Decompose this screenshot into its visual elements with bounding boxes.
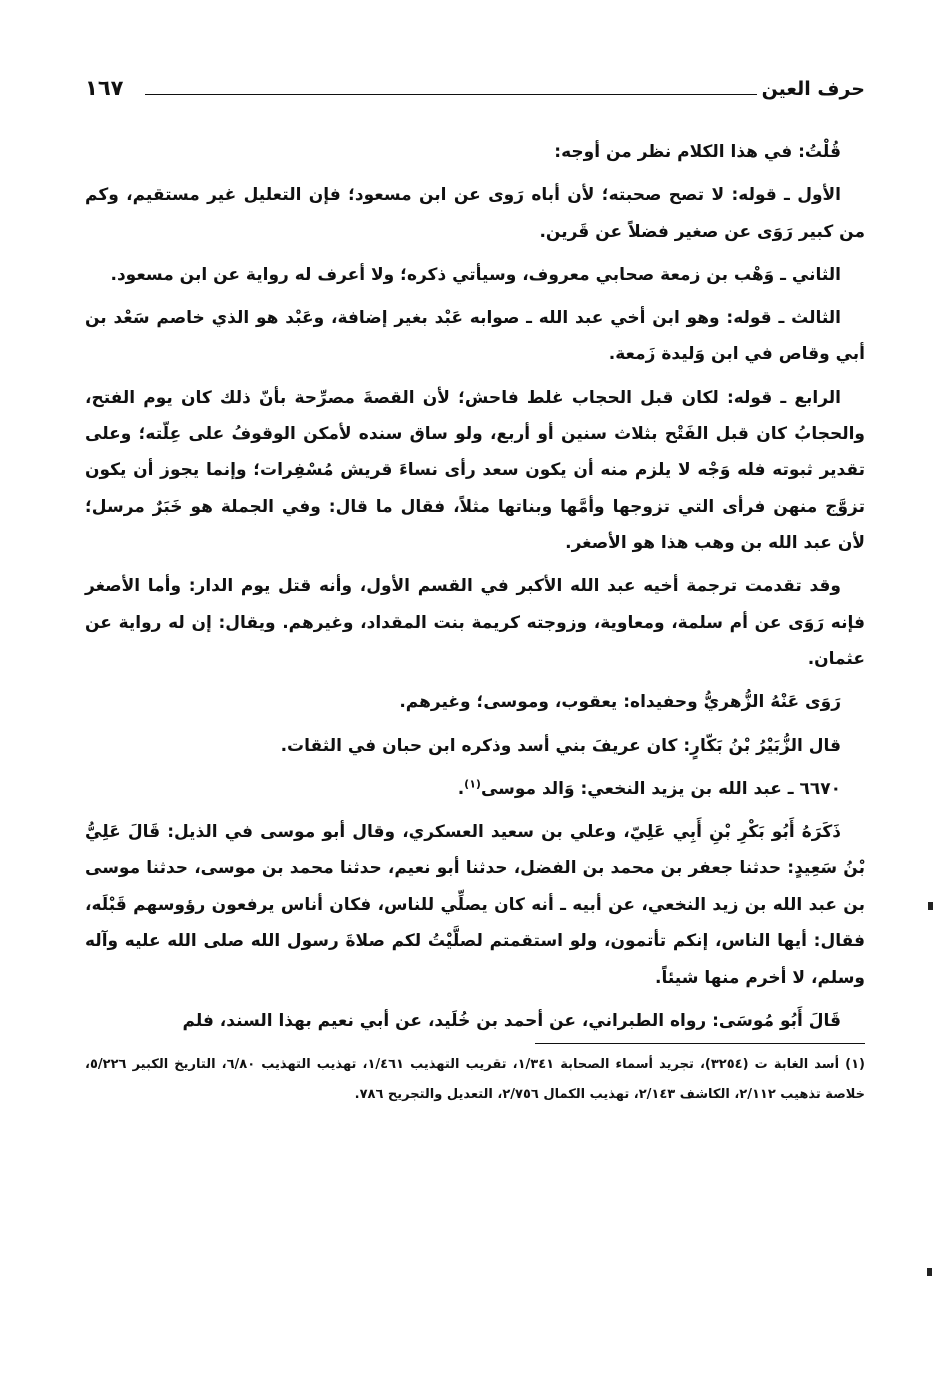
paragraph: رَوَى عَنْهُ الزُّهريُّ وحفيداه: يعقوب، وموسى؛ وغيرهم. xyxy=(399,692,841,713)
paragraph: الرابع ـ قوله: لكان قبل الحجاب غلط فاحش؛ لأن القصةَ مصرِّحة بأنّ ذلك كان يوم الفتح، والحجابُ كان قبل الفَتْح بثلاث سنين أو أربع، ولو ساق سنده لأمكن الوقوفُ على عِلّته؛ وعلى تقدير ثبوته فله وَجْه لا يلزم منه أن يكون سعد رأى نساءَ قريش مُسْفِرات؛ وإنما يجوز أن يكون تزوَّج منهن فرأى التي تزوجها وأمَّها وبناتها مثلاً، فقال ما قال: وفي الجملة هو خَبَرٌ مرسل؛ لأن عبد الله بن وهب هذا هو الأصغر. xyxy=(85,387,865,554)
scan-edge-mark xyxy=(927,1268,932,1276)
entry-title: عبد الله بن يزيد النخعي: وَالد موسى xyxy=(480,778,782,799)
footnote-ref[interactable]: (١) xyxy=(464,777,481,791)
book-page xyxy=(85,72,865,1362)
entry-separator: ـ xyxy=(781,778,800,799)
paragraph: وقد تقدمت ترجمة أخيه عبد الله الأكبر في القسم الأول، وأنه قتل يوم الدار: وأما الأصغر فإنه رَوَى عن أم سلمة، ومعاوية، وزوجته كريمة بنت المقداد، وغيرهم. ويقال: إن له رواية عن عثمان. xyxy=(85,576,865,670)
paragraph: قُلْتُ: في هذا الكلام نظر من أوجه: xyxy=(554,142,841,162)
paragraph: الأول ـ قوله: لا تصح صحبته؛ لأن أباه رَوى عن ابن مسعود؛ فإن التعليل غير مستقيم، وكم من كبير رَوَى عن صغير فضلاً عن قَرين. xyxy=(85,185,865,242)
paragraph: الثالث ـ قوله: وهو ابن أخي عبد الله ـ صوابه عَبْد بغير إضافة، وعَبْد هو الذي خاصم سَعْد بن أبي وقاص في ابن وَليدة زَمعة. xyxy=(85,308,865,365)
paragraph: ذَكَرَهُ أَبُو بَكْرِ بْنِ أَبِي عَلِيّ، وعلي بن سعيد العسكري، وقال أبو موسى في الذيل: قَالَ عَلِيُّ بْنُ سَعِيدٍ: حدثنا جعفر بن محمد بن الفضل، حدثنا أبو نعيم، حدثنا محمد بن موسى، حدثنا موسى بن عبد الله بن زيد النخعي، عن أبيه ـ أنه كان يصلِّي للناس، فكان أناس يرفعون رؤوسهم قَبْلَه، فقال: أيها الناس، إنكم تأتمون، ولو استقمتم لصلَّيْتُ لكم صلاةَ رسول الله صلى الله عليه وآله وسلم، لا أخرم منها شيئاً. xyxy=(85,822,865,988)
scan-edge-mark xyxy=(928,902,933,910)
paragraph: قال الزُّبَيْرُ بْنُ بَكّارٍ: كان عريفَ بني أسد وذكره ابن حبان في الثقات. xyxy=(280,735,841,756)
main-text xyxy=(85,134,865,1039)
running-head xyxy=(85,72,865,112)
page-number: ١٦٧ xyxy=(85,76,124,100)
paragraph: قَالَ أَبُو مُوسَى: رواه الطبراني، عن أحمد بن خُلَيد، عن أبي نعيم بهذا السند، فلم xyxy=(182,1010,841,1031)
paragraph: الثاني ـ وَهْب بن زمعة صحابي معروف، وسيأتي ذكره؛ ولا أعرف له رواية عن ابن مسعود. xyxy=(110,264,841,285)
running-head-rule xyxy=(145,94,757,95)
entry-number: ٦٦٧٠ xyxy=(799,778,841,799)
entry-heading xyxy=(85,771,865,807)
entry-end: . xyxy=(457,778,465,799)
running-head-title: حرف العين xyxy=(761,78,865,100)
footnote: (١) أسد الغابة ت (٣٢٥٤)، تجريد أسماء الصحابة ١/٣٤١، تقريب التهذيب ١/٤٦١، تهذيب التهذيب ٦/٨٠، التاريخ الكبير ٥/٢٢٦، خلاصة تذهيب ٢/١١٢، الكاشف ٢/١٤٣، تهذيب الكمال ٢/٧٥٦، التعديل والتجريح ٧٨٦. xyxy=(85,1057,865,1103)
footnote-rule xyxy=(535,1043,865,1044)
footnotes xyxy=(85,1050,865,1110)
